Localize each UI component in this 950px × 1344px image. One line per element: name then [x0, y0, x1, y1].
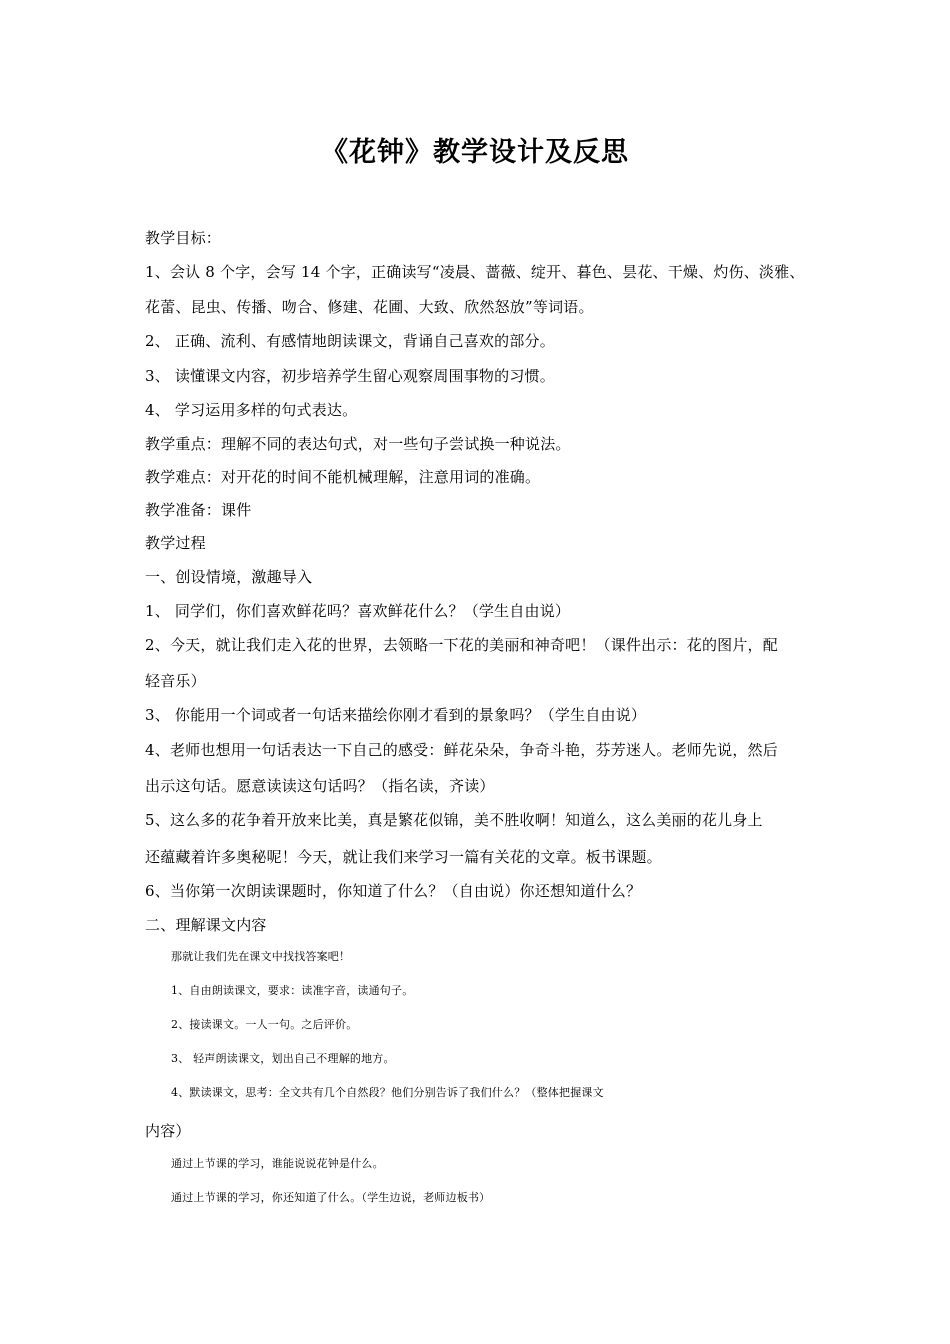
body-line: 5、这么多的花争着开放来比美，真是繁花似锦，美不胜收啊！知道么，这么美丽的花儿身上	[145, 811, 763, 829]
body-line: 出示这句话。愿意读读这句话吗？（指名读，齐读）	[145, 777, 495, 795]
body-line: 通过上节课的学习，谁能说说花钟是什么。	[171, 1157, 384, 1170]
document-title: 《花钟》教学设计及反思	[321, 137, 629, 168]
body-line: 3、 你能用一个词或者一句话来描绘你刚才看到的景象吗？（学生自由说）	[145, 706, 647, 724]
body-line: 一、创设情境，激趣导入	[145, 568, 313, 586]
body-line: 2、接读课文。一人一句。之后评价。	[171, 1018, 358, 1031]
body-line: 教学目标：	[145, 229, 222, 247]
body-line: 二、理解课文内容	[145, 916, 267, 934]
body-line: 1、会认 8 个字，会写 14 个字，正确读写“凌晨、蔷薇、绽开、暮色、昙花、干燥、灼伤、淡雅、	[145, 263, 805, 281]
body-line: 轻音乐）	[145, 672, 206, 690]
body-line: 还蕴藏着许多奥秘呢！今天，就让我们来学习一篇有关花的文章。板书课题。	[145, 848, 662, 866]
body-line: 2、 正确、流利、有感情地朗读课文，背诵自己喜欢的部分。	[145, 332, 555, 350]
body-line: 4、老师也想用一句话表达一下自己的感受：鲜花朵朵，争奇斗艳，芬芳迷人。老师先说，然后	[145, 741, 778, 759]
body-line: 教学难点：对开花的时间不能机械理解，注意用词的准确。	[145, 468, 541, 486]
body-line: 3、 读懂课文内容，初步培养学生留心观察周围事物的习惯。	[145, 367, 555, 385]
body-line: 3、 轻声朗读课文，划出自己不理解的地方。	[171, 1052, 395, 1065]
body-line: 1、自由朗读课文，要求：读准字音，读通句子。	[171, 984, 414, 997]
body-line: 6、当你第一次朗读课题时，你知道了什么？（自由说）你还想知道什么？	[145, 882, 642, 900]
body-line: 花蕾、昆虫、传播、吻合、修建、花圃、大致、欣然怒放”等词语。	[145, 298, 594, 316]
body-line: 4、 学习运用多样的句式表达。	[145, 401, 358, 419]
body-line: 内容）	[145, 1122, 191, 1140]
body-line: 2、今天，就让我们走入花的世界，去领略一下花的美丽和神奇吧！（课件出示：花的图片，配	[145, 636, 778, 654]
body-line: 4、默读课文，思考：全文共有几个自然段？他们分别告诉了我们什么？（整体把握课文	[171, 1086, 604, 1099]
body-line: 教学准备：课件	[145, 501, 252, 519]
body-line: 通过上节课的学习，你还知道了什么。（学生边说，老师边板书）	[171, 1191, 491, 1204]
body-line: 那就让我们先在课文中找找答案吧！	[171, 950, 351, 963]
body-line: 教学过程	[145, 534, 206, 552]
body-line: 1、 同学们，你们喜欢鲜花吗？喜欢鲜花什么？（学生自由说）	[145, 602, 571, 620]
body-line: 教学重点：理解不同的表达句式，对一些句子尝试换一种说法。	[145, 435, 571, 453]
